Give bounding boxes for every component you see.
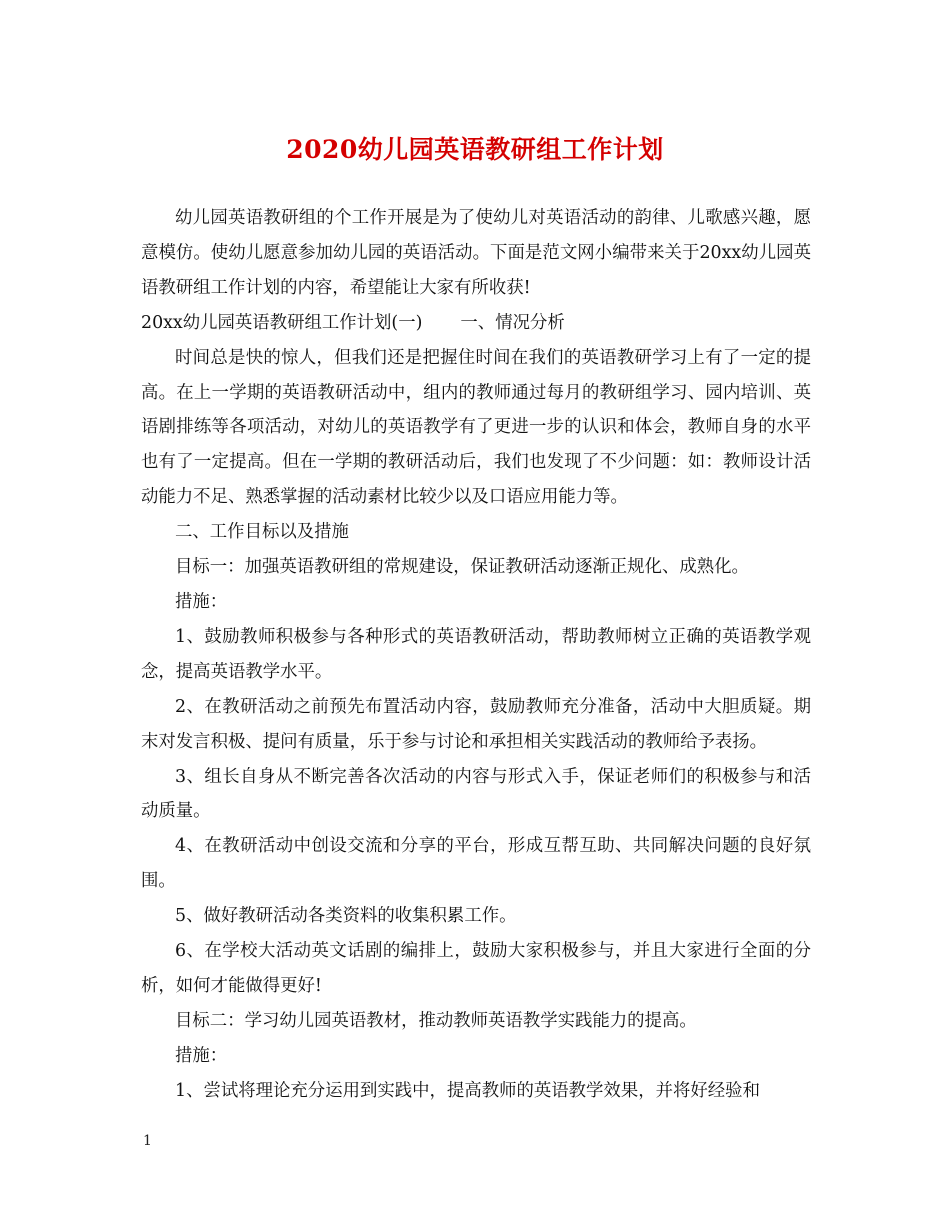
page-number: 1 [143, 1133, 152, 1149]
measures-label-2: 措施： [175, 1045, 228, 1066]
measure-item-2: 2、在教研活动之前预先布置活动内容，鼓励教师充分准备，活动中大胆质疑。期末对发言积极、提问有质量，乐于参与讨论和承担相关实践活动的教师给予表扬。 [141, 696, 811, 752]
measure-item-5: 5、做好教研活动各类资料的收集积累工作。 [175, 906, 517, 927]
measures-label-1: 措施： [175, 591, 228, 612]
intro-paragraph: 幼儿园英语教研组的个工作开展是为了使幼儿对英语活动的韵律、儿歌感兴趣，愿意模仿。使幼儿愿意参加幼儿园的英语活动。下面是范文网小编带来关于20xx幼儿园英语教研组工作计划的内容，希望能让大家有所收获! [141, 208, 811, 298]
subheading-title: 20xx幼儿园英语教研组工作计划(一) [141, 312, 423, 333]
measure-item-2-1: 1、尝试将理论充分运用到实践中，提高教师的英语教学效果，并将好经验和 [175, 1080, 760, 1101]
document-body [141, 201, 811, 1109]
section-heading-situation: 一、情况分析 [460, 312, 565, 333]
goal-one: 目标一：加强英语教研组的常规建设，保证教研活动逐渐正规化、成熟化。 [175, 557, 749, 578]
measure-item-3: 3、组长自身从不断完善各次活动的内容与形式入手，保证老师们的积极参与和活动质量。 [141, 766, 811, 822]
measure-item-4: 4、在教研活动中创设交流和分享的平台，形成互帮互助、共同解决问题的良好氛围。 [141, 836, 811, 892]
document-title: 2020幼儿园英语教研组工作计划 [286, 135, 664, 164]
goal-two: 目标二：学习幼儿园英语教材，推动教师英语教学实践能力的提高。 [175, 1010, 697, 1031]
situation-paragraph: 时间总是快的惊人，但我们还是把握住时间在我们的英语教研学习上有了一定的提高。在上一学期的英语教研活动中，组内的教师通过每月的教研组学习、园内培训、英语剧排练等各项活动，对幼儿的英语教学有了更进一步的认识和体会，教师自身的水平也有了一定提高。但在一学期的教研活动后，我们也发现了不少问题：如：教师设计活动能力不足、熟悉掌握的活动素材比较少以及口语应用能力等。 [141, 347, 811, 508]
subheading-line [141, 306, 811, 341]
measure-item-1: 1、鼓励教师积极参与各种形式的英语教研活动，帮助教师树立正确的英语教学观念，提高英语教学水平。 [141, 626, 811, 682]
measure-item-6: 6、在学校大活动英文话剧的编排上，鼓励大家积极参与，并且大家进行全面的分析，如何才能做得更好! [141, 941, 811, 996]
section-heading-goals: 二、工作目标以及措施 [175, 522, 349, 543]
